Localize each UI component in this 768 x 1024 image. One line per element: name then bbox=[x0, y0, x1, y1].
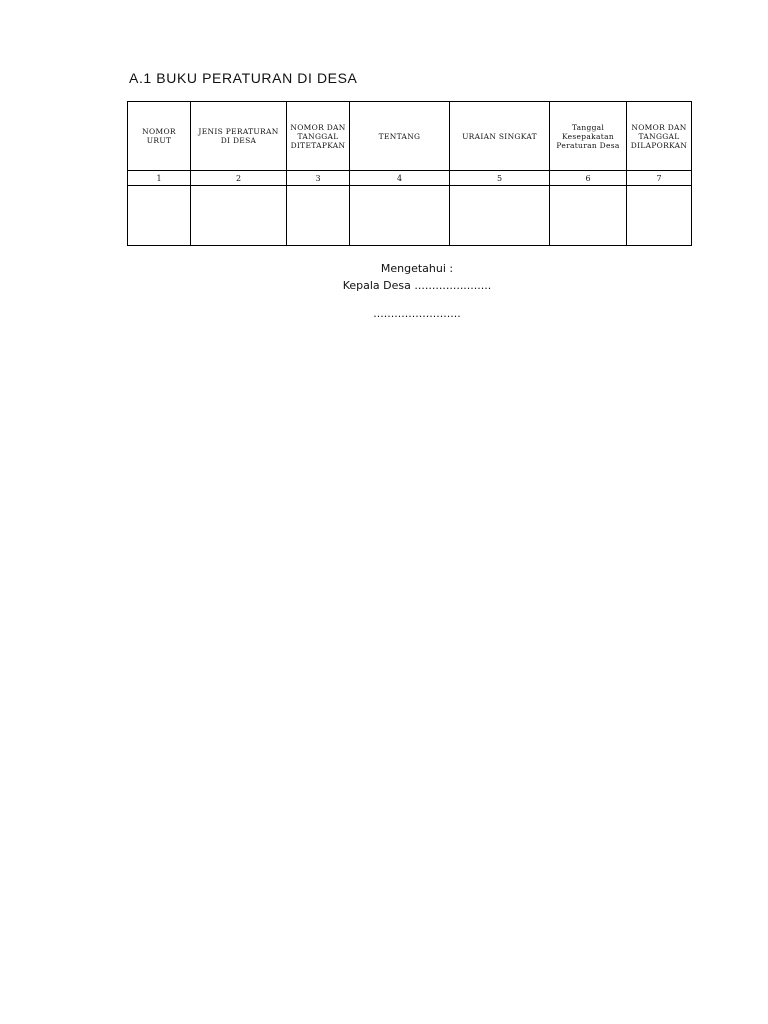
table-row bbox=[128, 186, 692, 246]
header-nomor-tanggal-dilaporkan: NOMOR DAN TANGGAL DILAPORKAN bbox=[627, 102, 692, 171]
column-number: 2 bbox=[191, 171, 287, 186]
signature-name-line: ......................... bbox=[373, 307, 461, 320]
header-jenis-peraturan: JENIS PERATURAN DI DESA bbox=[191, 102, 287, 171]
acknowledged-label: Mengetahui : bbox=[380, 262, 454, 275]
column-number: 1 bbox=[128, 171, 191, 186]
document-title: A.1 BUKU PERATURAN DI DESA bbox=[129, 70, 358, 86]
column-number: 7 bbox=[627, 171, 692, 186]
table-header-row bbox=[128, 102, 692, 171]
table-cell bbox=[627, 186, 692, 246]
header-uraian-singkat: URAIAN SINGKAT bbox=[450, 102, 550, 171]
header-nomor-urut: NOMOR URUT bbox=[128, 102, 191, 171]
column-number: 4 bbox=[350, 171, 450, 186]
table-cell bbox=[287, 186, 350, 246]
header-nomor-tanggal-ditetapkan: NOMOR DAN TANGGAL DITETAPKAN bbox=[287, 102, 350, 171]
table-cell bbox=[450, 186, 550, 246]
village-regulation-table bbox=[127, 101, 692, 246]
header-tanggal-kesepakatan: Tanggal Kesepakatan Peraturan Desa bbox=[550, 102, 627, 171]
table-cell bbox=[350, 186, 450, 246]
table-cell bbox=[550, 186, 627, 246]
column-number: 5 bbox=[450, 171, 550, 186]
table-cell bbox=[191, 186, 287, 246]
village-head-label: Kepala Desa ...................... bbox=[342, 279, 492, 292]
column-number: 6 bbox=[550, 171, 627, 186]
table-cell bbox=[128, 186, 191, 246]
header-tentang: TENTANG bbox=[350, 102, 450, 171]
column-number-row bbox=[128, 171, 692, 186]
column-number: 3 bbox=[287, 171, 350, 186]
